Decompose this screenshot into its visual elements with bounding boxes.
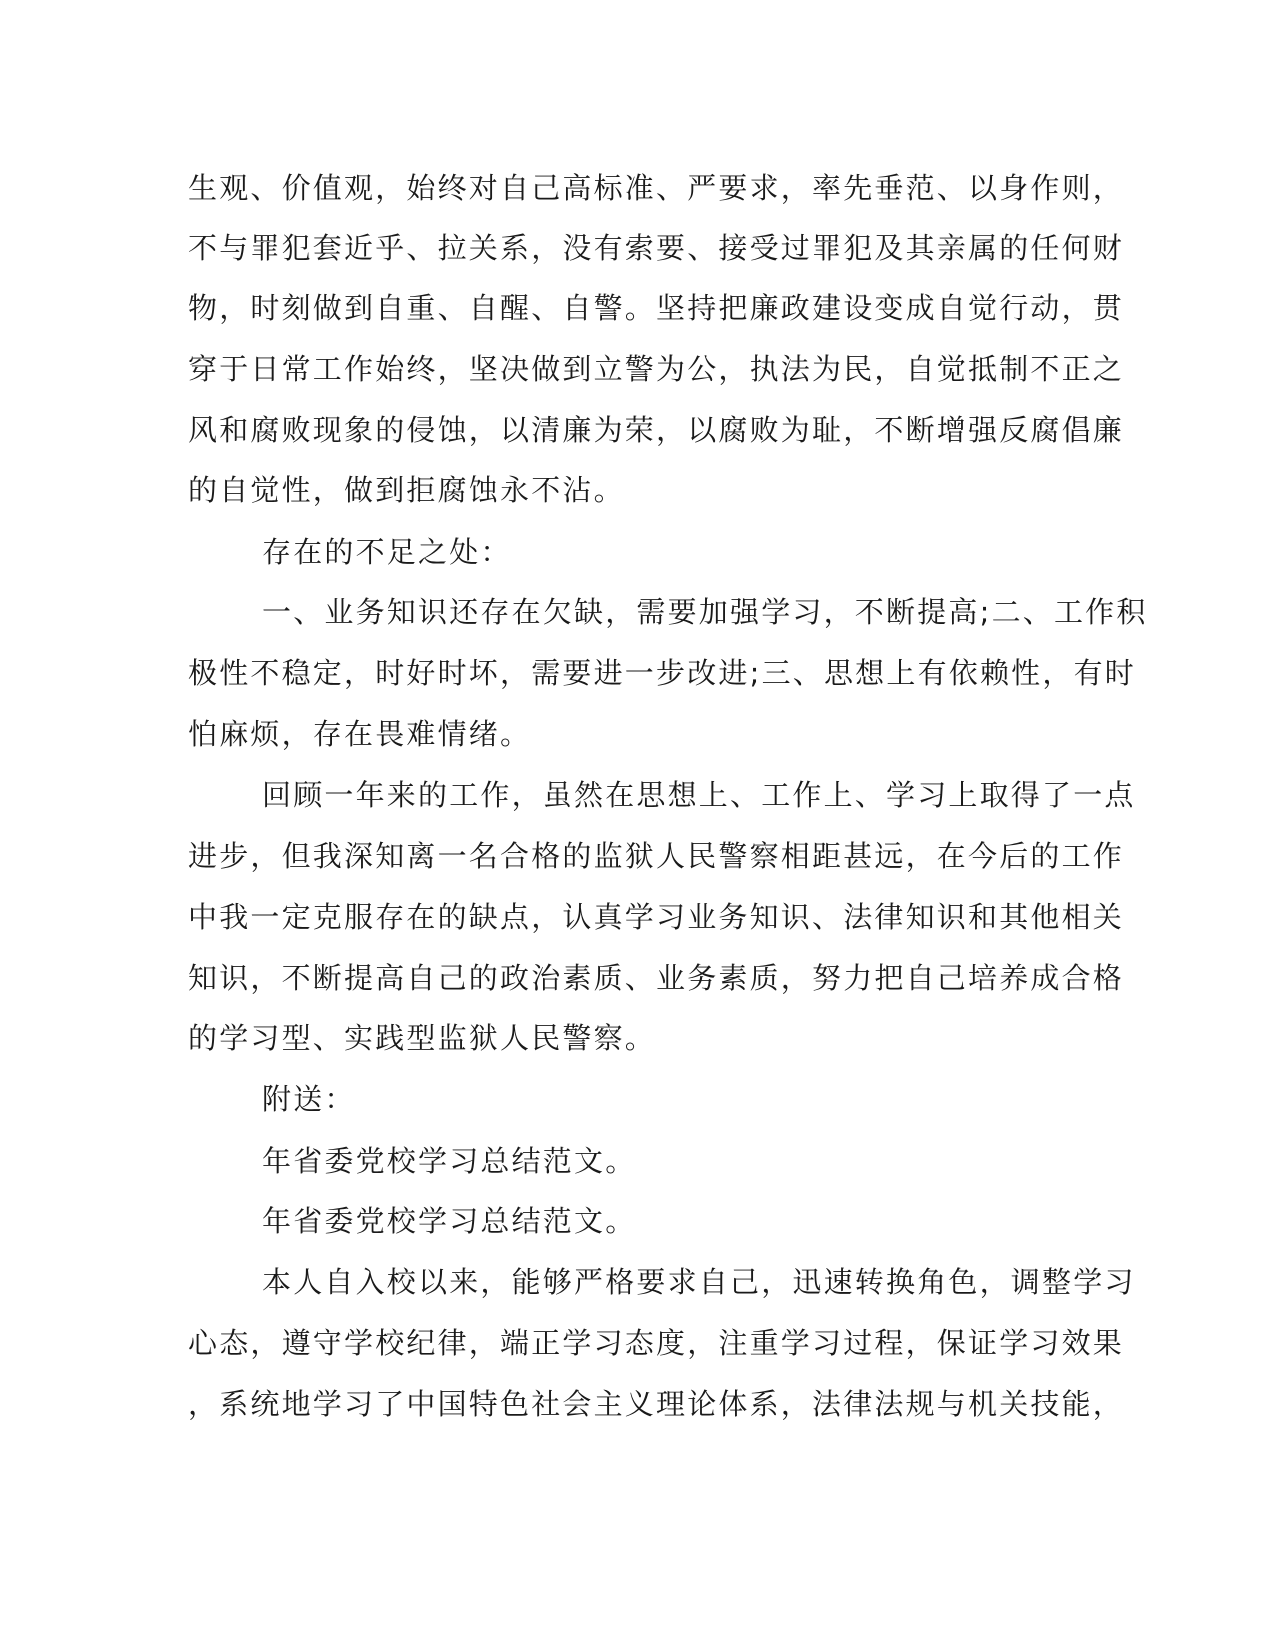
text-line: 回顾一年来的工作，虽然在思想上、工作上、学习上取得了一点 — [262, 778, 1136, 812]
text-line: 的自觉性，做到拒腐蚀永不沾。 — [188, 473, 625, 507]
text-line: 风和腐败现象的侵蚀，以清廉为荣，以腐败为耻，不断增强反腐倡廉 — [188, 413, 1125, 447]
text-line: ，系统地学习了中国特色社会主义理论体系，法律法规与机关技能， — [188, 1387, 1125, 1421]
text-line: 不与罪犯套近乎、拉关系，没有索要、接受过罪犯及其亲属的任何财 — [188, 231, 1125, 265]
text-line: 怕麻烦，存在畏难情绪。 — [188, 717, 532, 751]
paragraph-heading: 附送： — [262, 1082, 356, 1116]
text-line: 心态，遵守学校纪律，端正学习态度，注重学习过程，保证学习效果 — [188, 1326, 1125, 1360]
text-line: 年省委党校学习总结范文。 — [262, 1204, 637, 1238]
text-line: 知识，不断提高自己的政治素质、业务素质，努力把自己培养成合格 — [188, 961, 1125, 995]
text-line: 的学习型、实践型监狱人民警察。 — [188, 1021, 657, 1055]
text-line: 极性不稳定，时好时坏，需要进一步改进;三、思想上有依赖性，有时 — [188, 656, 1136, 690]
text-line: 年省委党校学习总结范文。 — [262, 1144, 637, 1178]
text-line: 中我一定克服存在的缺点，认真学习业务知识、法律知识和其他相关 — [188, 900, 1125, 934]
text-line: 生观、价值观，始终对自己高标准、严要求，率先垂范、以身作则， — [188, 171, 1125, 205]
paragraph-heading: 存在的不足之处： — [262, 535, 512, 569]
text-line: 穿于日常工作始终，坚决做到立警为公，执法为民，自觉抵制不正之 — [188, 352, 1125, 386]
text-line: 进步，但我深知离一名合格的监狱人民警察相距甚远，在今后的工作 — [188, 839, 1125, 873]
text-line: 一、业务知识还存在欠缺，需要加强学习，不断提高;二、工作积 — [262, 595, 1148, 629]
text-line: 本人自入校以来，能够严格要求自己，迅速转换角色，调整学习 — [262, 1265, 1136, 1299]
text-line: 物，时刻做到自重、自醒、自警。坚持把廉政建设变成自觉行动，贯 — [188, 291, 1125, 325]
